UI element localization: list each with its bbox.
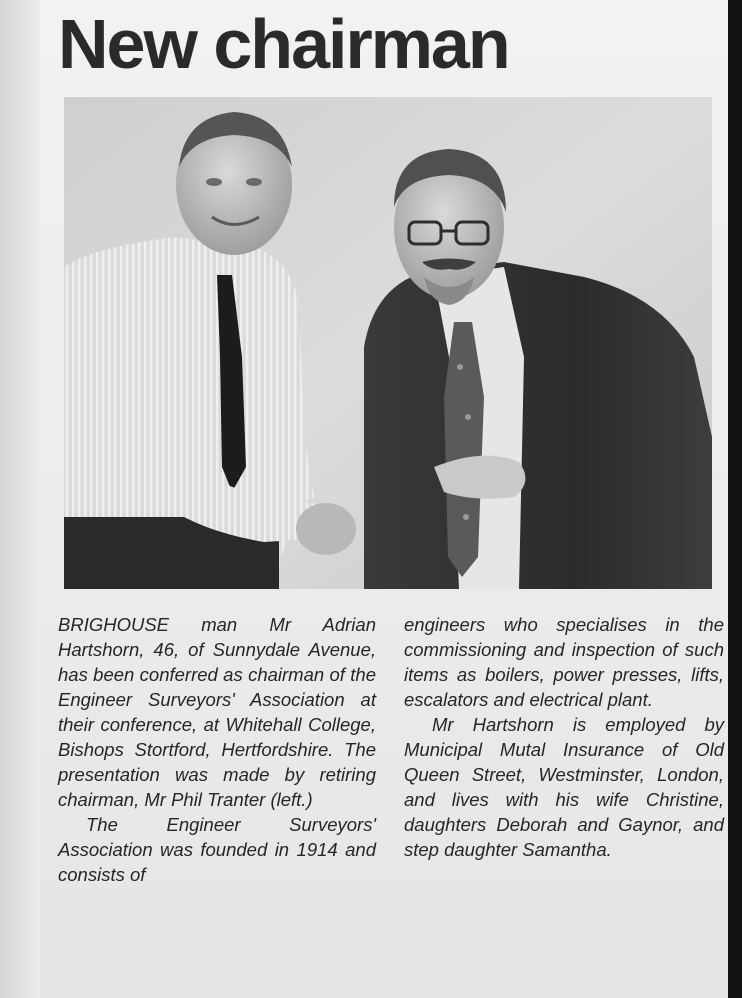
scan-edge-left [0,0,40,998]
article-paragraph: Mr Hartshorn is employed by Municipal Mutal Insurance of Old Queen Street, Westminster, London, and lives with his wife Christine, daughters Deborah and Gaynor, and step daughter Samantha. [404,714,724,860]
article-column-right [404,612,724,862]
article-column-left [58,612,376,887]
scan-edge-right [728,0,742,998]
article-paragraph: engineers who specialises in the commissioning and inspection of such items as boilers, power presses, lifts, escalators and electrical plant. [404,614,724,710]
article-paragraph: The Engineer Surveyors' Association was founded in 1914 and consists of [58,814,376,885]
headline: New chairman [58,5,509,83]
photo-illustration [64,97,712,589]
article-photo [64,97,712,589]
article-paragraph: BRIGHOUSE man Mr Adrian Hartshorn, 46, of Sunnydale Avenue, has been conferred as chairman of the Engineer Surveyors' Association at their conference, at Whitehall College, Bishops Stortford, Hertfordshire. The presentation was made by retiring chairman, Mr Phil Tranter (left.) [58,614,376,810]
